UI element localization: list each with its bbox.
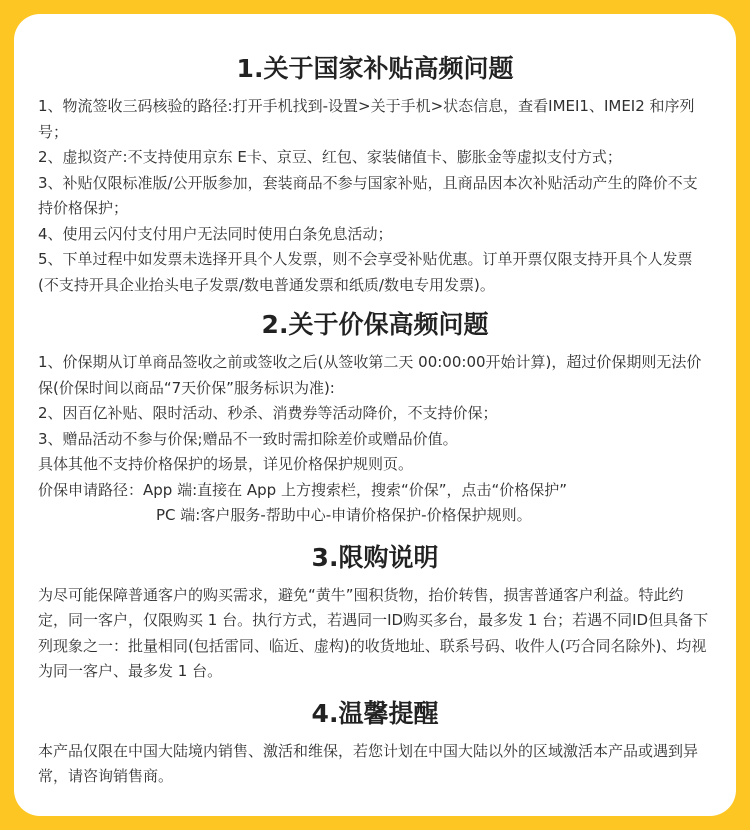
section-title: 2.关于价保高频问题 — [261, 310, 489, 339]
paragraph: 为尽可能保障普通客户的购买需求，避免“黄牛”囤积货物，抬价转售，损害普通客户利益。特此约定，同一客户，仅限购买 1 台。执行方式，若遇同一ID购买多台，最多发 1 台；若遇不同ID但具备下列现象之一：批量相同(包括雷同、临近、虚构)的收货地址、联系号码、收件人(巧合同名除外)、均视为同一客户、最多发 1 台。 — [38, 585, 709, 680]
list-item: 价保申请路径：App 端:直接在 App 上方搜索栏，搜索“价保”，点击“价格保护” — [38, 480, 568, 499]
list-item: 4、使用云闪付支付用户无法同时使用白条免息活动； — [38, 224, 393, 243]
section-title: 1.关于国家补贴高频问题 — [236, 54, 514, 83]
list-item: 3、补贴仅限标准版/公开版参加，套装商品不参与国家补贴，且商品因本次补贴活动产生的降价不支持价格保护； — [38, 173, 698, 217]
list-item: 2、虚拟资产:不支持使用京东 E卡、京豆、红包、家装储值卡、膨胀金等虚拟支付方式； — [38, 148, 622, 166]
list-item: 具体其他不支持价格保护的场景，详见价格保护规则页。 — [38, 455, 414, 473]
pc-path-line: PC 端:客户服务-帮助中心-申请价格保护-价格保护规则。 — [156, 506, 532, 524]
list-item: 3、赠品活动不参与价保;赠品不一致时需扣除差价或赠品价值。 — [38, 429, 458, 448]
list-item: 1、价保期从订单商品签收之前或签收之后(从签收第二天 00:00:00开始计算)，超过价保期则无法价保(价保时间以商品“7天价保”服务标识为准): — [38, 353, 702, 397]
section-purchase-limit — [38, 543, 712, 685]
list-item: 5、下单过程中如发票未选择开具个人发票，则不会享受补贴优惠。订单开票仅限支持开具个人发票(不支持开具企业抬头电子发票/数电普通发票和纸质/数电专用发票)。 — [38, 250, 693, 294]
paragraph: 本产品仅限在中国大陆境内销售、激活和维保，若您计划在中国大陆以外的区域激活本产品或遇到异常，请咨询销售商。 — [38, 741, 699, 785]
list-item: 2、因百亿补贴、限时活动、秒杀、消费券等活动降价，不支持价保； — [38, 404, 498, 422]
section-title: 4.温馨提醒 — [311, 698, 439, 728]
section-reminder — [38, 699, 712, 790]
list-item: 1、物流签收三码核验的路径:打开手机找到-设置>关于手机>状态信息，查看IMEI1、IMEI2 和序列号； — [38, 97, 695, 141]
section-title: 3.限购说明 — [311, 542, 439, 572]
notice-card — [14, 14, 736, 816]
section-price-protection — [38, 310, 712, 529]
section-national-subsidy — [38, 54, 712, 298]
